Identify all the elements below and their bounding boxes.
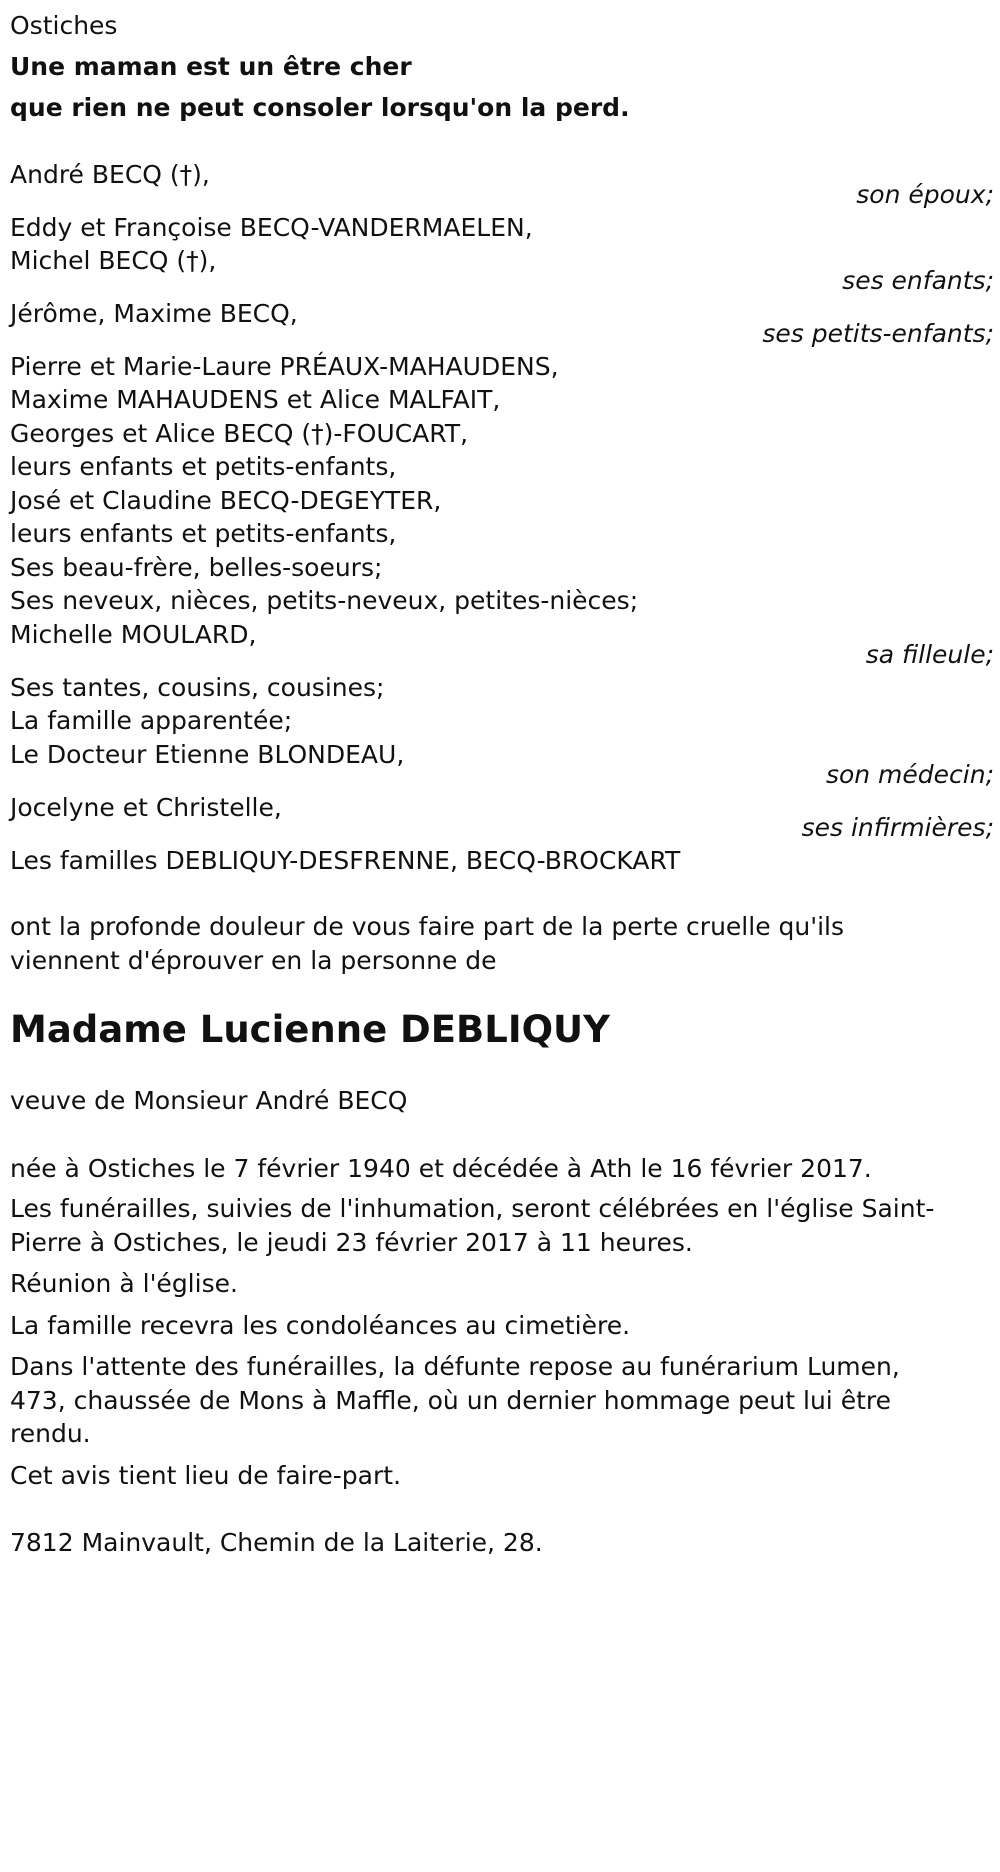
- relatives-line: Pierre et Marie-Laure PRÉAUX-MAHAUDENS,: [10, 352, 559, 381]
- quote-line-1: Une maman est un être cher: [10, 52, 412, 81]
- deceased-name: Madame Lucienne DEBLIQUY: [10, 1008, 610, 1051]
- extended-line: Ses tantes, cousins, cousines;: [10, 673, 385, 702]
- children-role: ses enfants;: [842, 266, 994, 295]
- announcement-line-2: viennent d'éprouver en la personne de: [10, 946, 497, 975]
- wake-line-2: 473, chaussée de Mons à Maffle, où un dernier hommage peut lui être: [10, 1386, 891, 1415]
- relatives-line: leurs enfants et petits-enfants,: [10, 452, 397, 481]
- relatives-line: Ses beau-frère, belles-soeurs;: [10, 553, 383, 582]
- families-line: Les familles DEBLIQUY-DESFRENNE, BECQ-BROCKART: [10, 846, 681, 875]
- funeral-line-2: Pierre à Ostiches, le jeudi 23 février 2017 à 11 heures.: [10, 1228, 693, 1257]
- quote-line-2: que rien ne peut consoler lorsqu'on la perd.: [10, 93, 630, 122]
- wake-line-1: Dans l'attente des funérailles, la défunte repose au funérarium Lumen,: [10, 1352, 900, 1381]
- relatives-line: Michelle MOULARD,: [10, 620, 257, 649]
- relatives-line: Ses neveux, nièces, petits-neveux, petites-nièces;: [10, 586, 639, 615]
- address: 7812 Mainvault, Chemin de la Laiterie, 28.: [10, 1528, 543, 1557]
- condolences-info: La famille recevra les condoléances au cimetière.: [10, 1311, 631, 1340]
- relatives-line: Maxime MAHAUDENS et Alice MALFAIT,: [10, 385, 501, 414]
- announcement-line-1: ont la profonde douleur de vous faire part de la perte cruelle qu'ils: [10, 912, 845, 941]
- meeting-info: Réunion à l'église.: [10, 1269, 238, 1298]
- place-name: Ostiches: [10, 11, 118, 40]
- goddaughter-role: sa filleule;: [865, 640, 994, 669]
- extended-line: Le Docteur Etienne BLONDEAU,: [10, 740, 405, 769]
- wake-line-3: rendu.: [10, 1419, 91, 1448]
- children-line-1: Eddy et Françoise BECQ-VANDERMAELEN,: [10, 213, 533, 242]
- relatives-line: José et Claudine BECQ-DEGEYTER,: [10, 486, 442, 515]
- doctor-role: son médecin;: [825, 760, 994, 789]
- widow-of: veuve de Monsieur André BECQ: [10, 1086, 408, 1115]
- grandchildren-role: ses petits-enfants;: [762, 319, 994, 348]
- birth-death-dates: née à Ostiches le 7 février 1940 et décédée à Ath le 16 février 2017.: [10, 1154, 872, 1183]
- funeral-line-1: Les funérailles, suivies de l'inhumation, seront célébrées en l'église Saint-: [10, 1194, 935, 1223]
- extended-line: La famille apparentée;: [10, 706, 293, 735]
- nurses-line: Jocelyne et Christelle,: [10, 793, 282, 822]
- spouse-line: André BECQ (†),: [10, 160, 210, 189]
- children-line-2: Michel BECQ (†),: [10, 246, 217, 275]
- nurses-role: ses infirmières;: [801, 813, 994, 842]
- notice-text: Cet avis tient lieu de faire-part.: [10, 1461, 402, 1490]
- relatives-line: Georges et Alice BECQ (†)-FOUCART,: [10, 419, 469, 448]
- spouse-role: son époux;: [856, 180, 994, 209]
- grandchildren-line: Jérôme, Maxime BECQ,: [10, 299, 298, 328]
- relatives-line: leurs enfants et petits-enfants,: [10, 519, 397, 548]
